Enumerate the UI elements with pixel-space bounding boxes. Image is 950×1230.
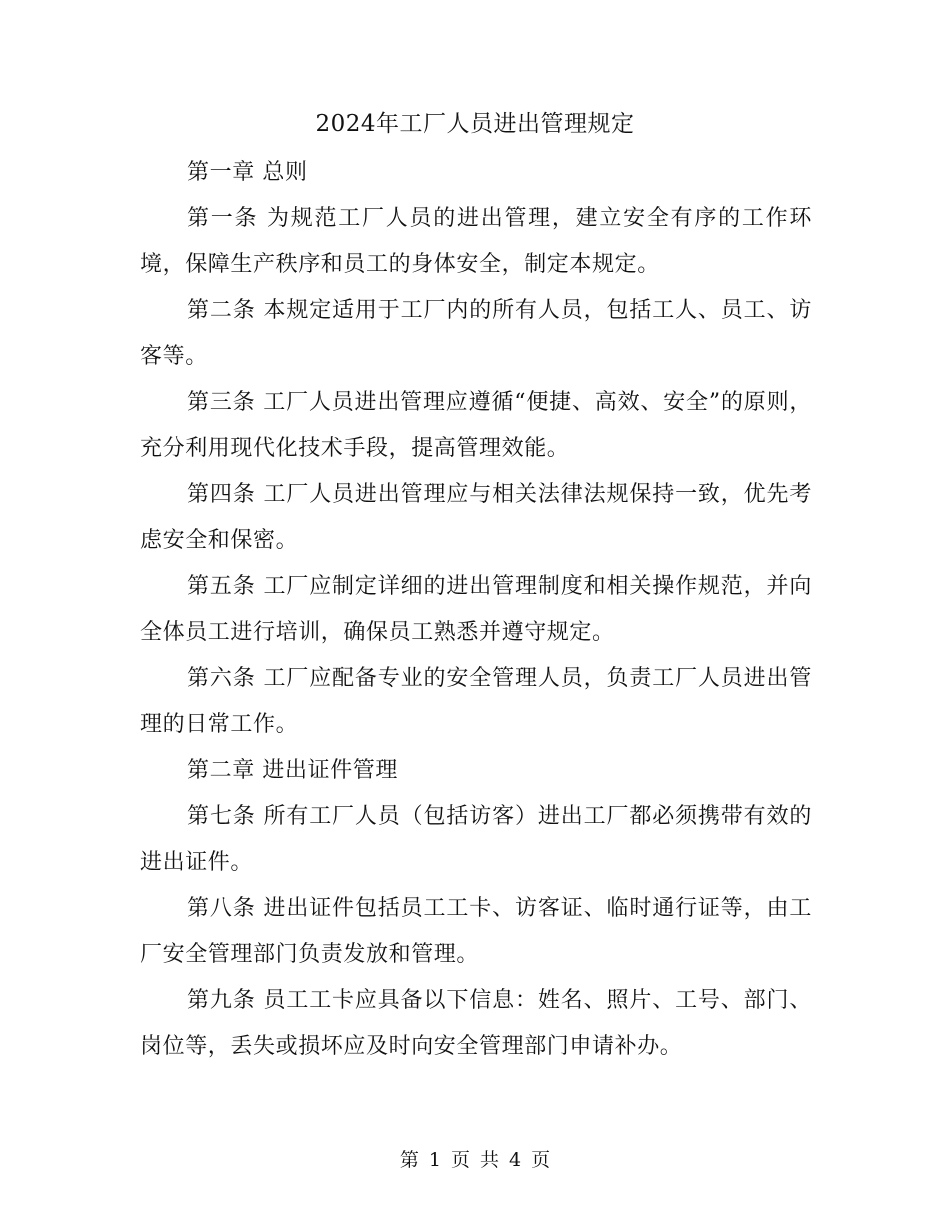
article-paragraph: 第五条 工厂应制定详细的进出管理制度和相关操作规范，并向全体员工进行培训，确保员工熟悉并遵守规定。	[140, 574, 812, 645]
article-paragraph: 第二条 本规定适用于工厂内的所有人员，包括工人、员工、访客等。	[140, 298, 812, 369]
chapter-heading: 第一章 总则	[187, 160, 308, 185]
article-paragraph: 第八条 进出证件包括员工工卡、访客证、临时通行证等，由工厂安全管理部门负责发放和管理。	[140, 896, 812, 967]
article-paragraph: 第四条 工厂人员进出管理应与相关法律法规保持一致，优先考虑安全和保密。	[140, 482, 812, 553]
document-body	[140, 150, 812, 1070]
document-title: 2024年工厂人员进出管理规定	[315, 111, 635, 137]
article-paragraph: 第七条 所有工厂人员（包括访客）进出工厂都必须携带有效的进出证件。	[140, 804, 812, 875]
chapter-heading: 第二章 进出证件管理	[187, 758, 398, 783]
article-paragraph: 第六条 工厂应配备专业的安全管理人员，负责工厂人员进出管理的日常工作。	[140, 666, 812, 737]
article-paragraph: 第九条 员工工卡应具备以下信息：姓名、照片、工号、部门、岗位等，丢失或损坏应及时向安全管理部门申请补办。	[140, 988, 812, 1059]
article-paragraph: 第三条 工厂人员进出管理应遵循“便捷、高效、安全”的原则，充分利用现代化技术手段，提高管理效能。	[140, 390, 812, 461]
article-paragraph: 第一条 为规范工厂人员的进出管理，建立安全有序的工作环境，保障生产秩序和员工的身体安全，制定本规定。	[140, 206, 812, 277]
page-number-indicator: 第 1 页 共 4 页	[399, 1149, 551, 1171]
page-footer	[0, 1146, 950, 1174]
